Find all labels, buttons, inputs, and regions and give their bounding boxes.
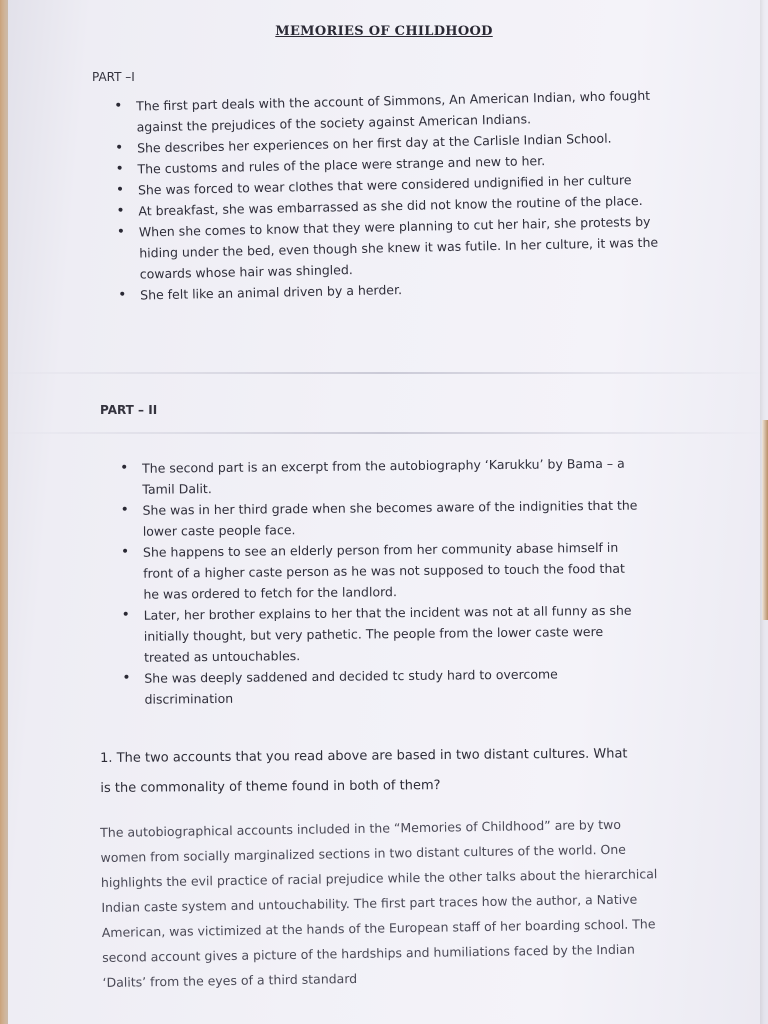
paper-fold-line xyxy=(0,372,768,374)
list-item: • She was forced to wear clothes that were considered undignified in her culture xyxy=(116,168,676,201)
list-item: • She was deeply saddened and decided tc study hard to overcome discrimination xyxy=(122,663,642,710)
list-item: • The first part deals with the account of Simmons, An American Indian, who fought against the prejudices of the society against American Indians. xyxy=(114,84,675,138)
list-item: • She happens to see an elderly person from her community abase himself in front of a higher caste person as he was not supposed to touch the food that he was ordered to fetch for the landlord. xyxy=(121,537,642,605)
document-title: MEMORIES OF CHILDHOOD xyxy=(275,24,493,39)
question-text: 1. The two accounts that you read above are based in two distant cultures. What is the commonality of theme found in both of them? xyxy=(100,746,628,796)
list-item: • She describes her experiences on her first day at the Carlisle Indian School. xyxy=(115,126,675,159)
paper-fold-line xyxy=(0,432,768,434)
list-item: • At breakfast, she was embarrassed as she did not know the routine of the place. xyxy=(116,189,676,222)
list-item: • The customs and rules of the place were strange and new to her. xyxy=(115,147,675,180)
list-item: • She felt like an animal driven by a herder. xyxy=(118,273,678,306)
table-edge-right xyxy=(762,420,768,620)
answer-paragraph: The autobiographical accounts included in the “Memories of Childhood” are by two women from socially marginalized sections in two distant cultures of the world. One highlights the evil practice of racial prejudice while the other talks about the hierarchical Indian caste system and untouchability. The first part traces how the author, a Native American, was victimized at the hands of the European staff of her boarding school. The second account gives a picture of the hardships and humiliations faced by the Indian ‘Dalits’ from the eyes of a third standard xyxy=(100,816,658,990)
list-item: • The second part is an excerpt from the autobiography ‘Karukku’ by Bama – a Tamil Dalit. xyxy=(120,453,640,500)
list-item: • She was in her third grade when she becomes aware of the indignities that the lower caste people face. xyxy=(120,495,640,542)
list-item: • Later, her brother explains to her that the incident was not at all funny as she initially thought, but very pathetic. The people from the lower caste were treated as untouchables. xyxy=(122,600,643,668)
part-1-bullet-list xyxy=(114,84,678,306)
part-2-heading: PART – II xyxy=(100,403,158,417)
part-1-heading: PART –I xyxy=(92,70,135,84)
part-2-bullet-list xyxy=(120,453,643,710)
list-item: • When she comes to know that they were planning to cut her hair, she protests by hiding under the bed, even though she knew it was futile. In her culture, it was the cowards whose hair was shingled. xyxy=(117,210,678,285)
